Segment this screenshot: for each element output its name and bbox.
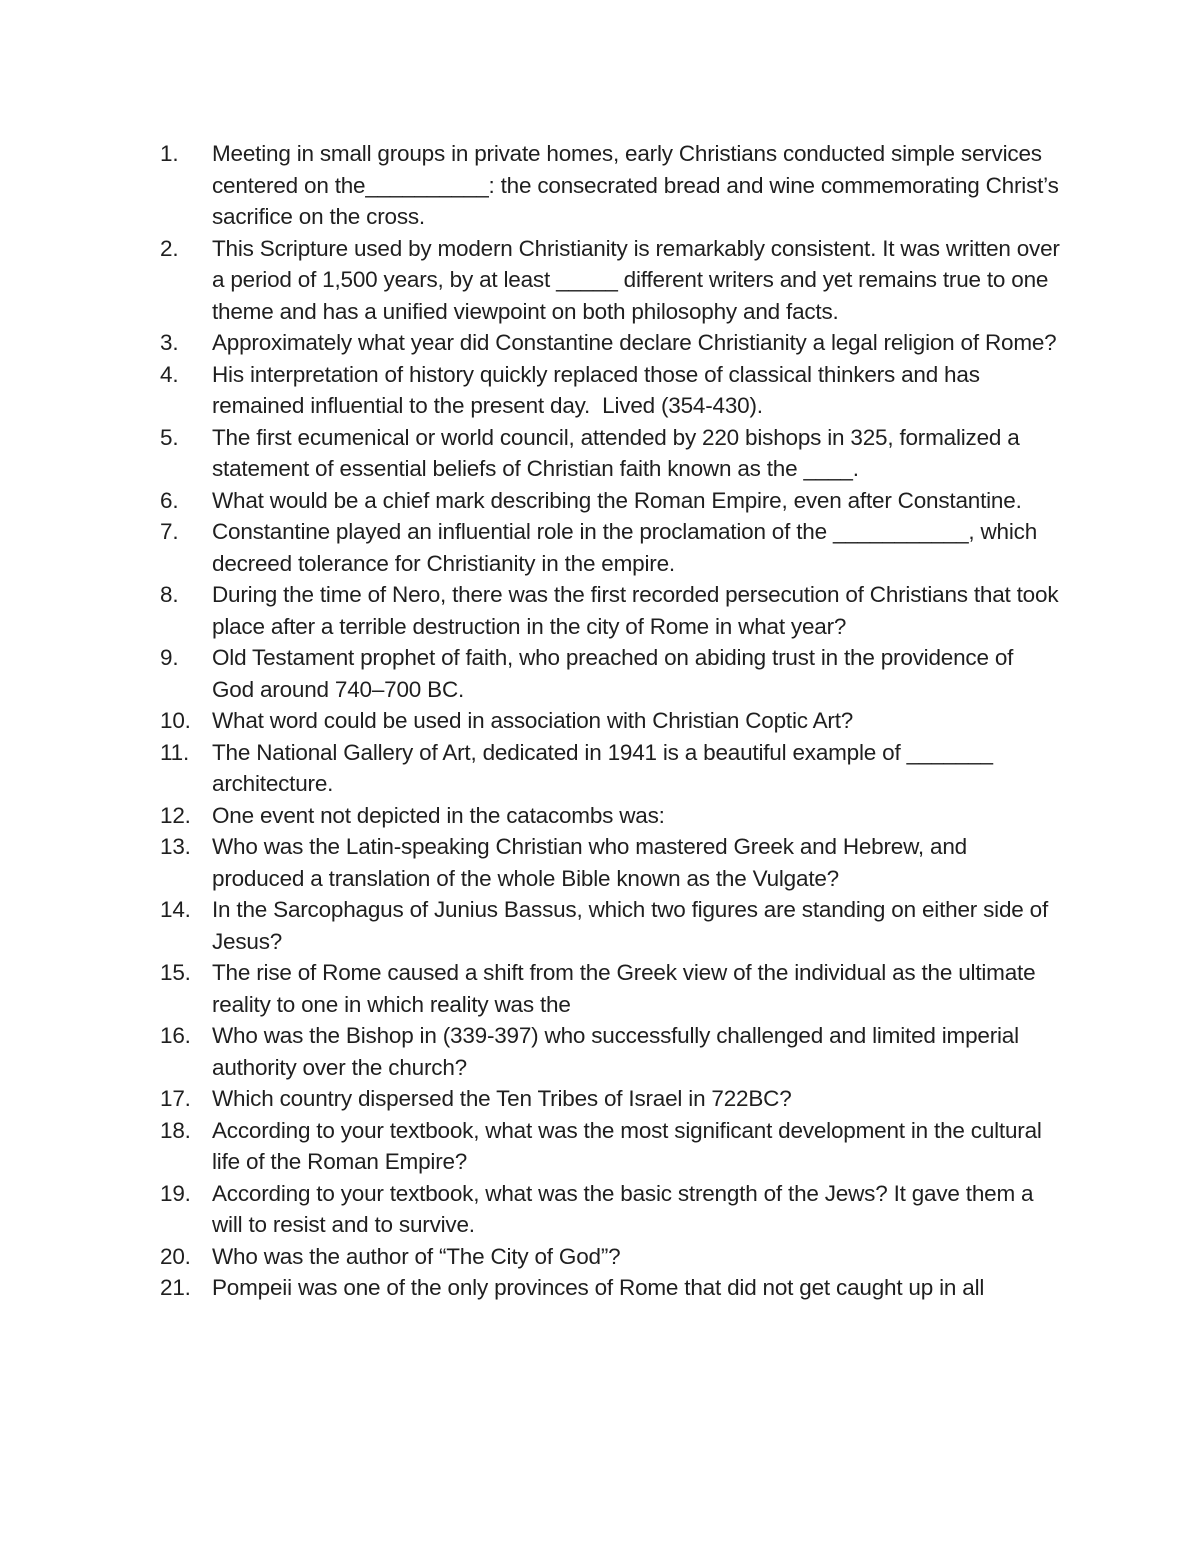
- question-number: 16.: [160, 1023, 191, 1048]
- question-text: According to your textbook, what was the basic strength of the Jews? It gave them a will to resist and to survive.: [212, 1180, 1040, 1237]
- question-item: [160, 737, 1060, 800]
- question-text: Constantine played an influential role in the proclamation of the ___________, which decreed tolerance for Christianity in the empire.: [212, 519, 1044, 576]
- question-item: [160, 579, 1065, 642]
- question-text: Who was the Latin-speaking Christian who mastered Greek and Hebrew, and produced a translation of the whole Bible known as the Vulgate?: [212, 834, 974, 891]
- question-text: Which country dispersed the Ten Tribes of Israel in 722BC?: [212, 1086, 792, 1111]
- question-item: [160, 516, 1060, 579]
- question-item: [160, 642, 1060, 705]
- question-text: Meeting in small groups in private homes, early Christians conducted simple services centered on the__________: the consecrated bread and wine commemorating Christ’s sacrifice on the cross.: [212, 141, 1065, 229]
- question-number: 2.: [160, 235, 179, 261]
- question-item: [160, 894, 1060, 957]
- question-text: What would be a chief mark describing the Roman Empire, even after Constantine.: [212, 487, 1022, 513]
- question-text: Who was the Bishop in (339-397) who successfully challenged and limited imperial authority over the church?: [212, 1023, 1025, 1080]
- question-item: [160, 138, 1065, 233]
- question-text: One event not depicted in the catacombs was:: [212, 802, 665, 828]
- question-item: [160, 1241, 1060, 1273]
- question-number: 14.: [160, 897, 191, 922]
- question-number: 19.: [160, 1180, 191, 1206]
- question-number: 7.: [160, 519, 179, 544]
- question-text: His interpretation of history quickly replaced those of classical thinkers and has remained influential to the present day. Lived (354-430).: [212, 361, 986, 418]
- question-item: [160, 327, 1060, 359]
- question-text: In the Sarcophagus of Junius Bassus, which two figures are standing on either side of Jesus?: [212, 897, 1055, 954]
- question-item: [160, 1083, 1060, 1115]
- question-item: [160, 957, 1060, 1020]
- question-number: 20.: [160, 1243, 191, 1269]
- question-text: According to your textbook, what was the most significant development in the cultural life of the Roman Empire?: [212, 1117, 1048, 1174]
- question-text: Old Testament prophet of faith, who preached on abiding trust in the providence of God around 740–700 BC.: [212, 645, 1020, 702]
- question-number: 10.: [160, 708, 191, 733]
- question-text: The rise of Rome caused a shift from the Greek view of the individual as the ultimate reality to one in which reality was the: [212, 960, 1042, 1017]
- question-item: [160, 831, 1060, 894]
- question-text: The first ecumenical or world council, attended by 220 bishops in 325, formalized a statement of essential beliefs of Christian faith known as the ____.: [212, 424, 1026, 481]
- question-item: [160, 1115, 1060, 1178]
- question-item: [160, 705, 1060, 737]
- question-text: Pompeii was one of the only provinces of Rome that did not get caught up in all: [212, 1275, 985, 1300]
- question-list: [160, 138, 1066, 1304]
- question-text: Who was the author of “The City of God”?: [212, 1243, 621, 1269]
- question-item: [160, 800, 1060, 832]
- question-text: During the time of Nero, there was the first recorded persecution of Christians that took place after a terrible destruction in the city of Rome in what year?: [212, 582, 1065, 639]
- question-number: 4.: [160, 361, 179, 387]
- question-number: 11.: [160, 739, 190, 765]
- question-item: [160, 485, 1060, 517]
- question-text: Approximately what year did Constantine declare Christianity a legal religion of Rome?: [212, 330, 1057, 355]
- question-item: [160, 233, 1066, 328]
- question-number: 8.: [160, 582, 179, 607]
- question-number: 9.: [160, 645, 179, 670]
- question-text: The National Gallery of Art, dedicated in 1941 is a beautiful example of _______ architecture.: [212, 739, 999, 796]
- question-item: [160, 1178, 1060, 1241]
- question-number: 6.: [160, 487, 179, 513]
- question-item: [160, 422, 1060, 485]
- question-item: [160, 359, 1060, 422]
- question-number: 18.: [160, 1117, 191, 1143]
- question-item: [160, 1020, 1060, 1083]
- question-number: 13.: [160, 834, 191, 859]
- question-number: 21.: [160, 1275, 191, 1300]
- question-item: [160, 1272, 1060, 1304]
- question-number: 17.: [160, 1086, 191, 1111]
- question-text: This Scripture used by modern Christianity is remarkably consistent. It was written over a period of 1,500 years, by at least _____ different writers and yet remains true to one theme and has a unified viewpoint on both philosophy and facts.: [212, 235, 1066, 324]
- question-text: What word could be used in association with Christian Coptic Art?: [212, 708, 854, 733]
- question-number: 1.: [160, 141, 179, 166]
- question-number: 12.: [160, 802, 191, 828]
- question-number: 15.: [160, 960, 191, 985]
- question-number: 5.: [160, 424, 179, 450]
- question-number: 3.: [160, 330, 179, 355]
